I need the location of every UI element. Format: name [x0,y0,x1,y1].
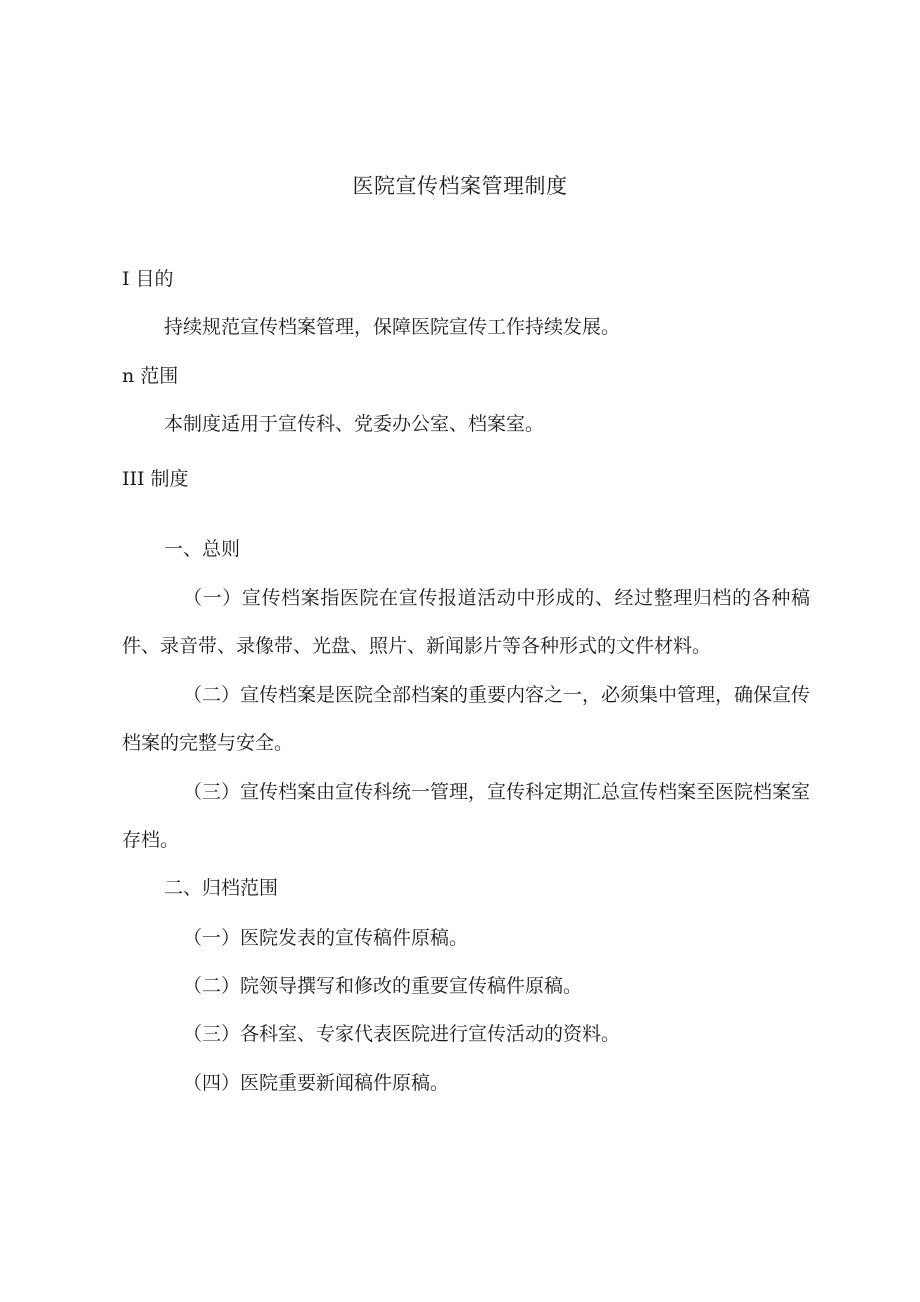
general-item-3: （三）宣传档案由宣传科统一管理，宣传科定期汇总宣传档案至医院档案室存档。 [122,781,811,851]
archive-scope-heading: 二、归档范围 [164,877,279,899]
general-item-2: （二）宣传档案是医院全部档案的重要内容之一，必须集中管理，确保宣传档案的完整与安全。 [122,684,811,754]
document-title: 医院宣传档案管理制度 [352,174,568,198]
archive-scope-item-1: （一）医院发表的宣传稿件原稿。 [183,927,469,949]
archive-scope-item-3: （三）各科室、专家代表医院进行宣传活动的资料。 [183,1023,621,1045]
general-item-1: （一）宣传档案指医院在宣传报道活动中形成的、经过整理归档的各种稿件、录音带、录像带、光盘、照片、新闻影片等各种形式的文件材料。 [122,587,810,657]
purpose-text: 持续规范宣传档案管理，保障医院宣传工作持续发展。 [164,316,621,338]
general-heading: 一、总则 [164,538,241,560]
archive-scope-item-4: （四）医院重要新闻稿件原稿。 [183,1072,450,1094]
section-heading-purpose: I 目的 [122,268,174,290]
section-heading-scope: n 范围 [122,365,179,387]
section-heading-policy: III 制度 [122,468,189,490]
scope-text: 本制度适用于宣传科、党委办公室、档案室。 [164,413,545,435]
archive-scope-item-2: （二）院领导撰写和修改的重要宣传稿件原稿。 [183,975,583,997]
